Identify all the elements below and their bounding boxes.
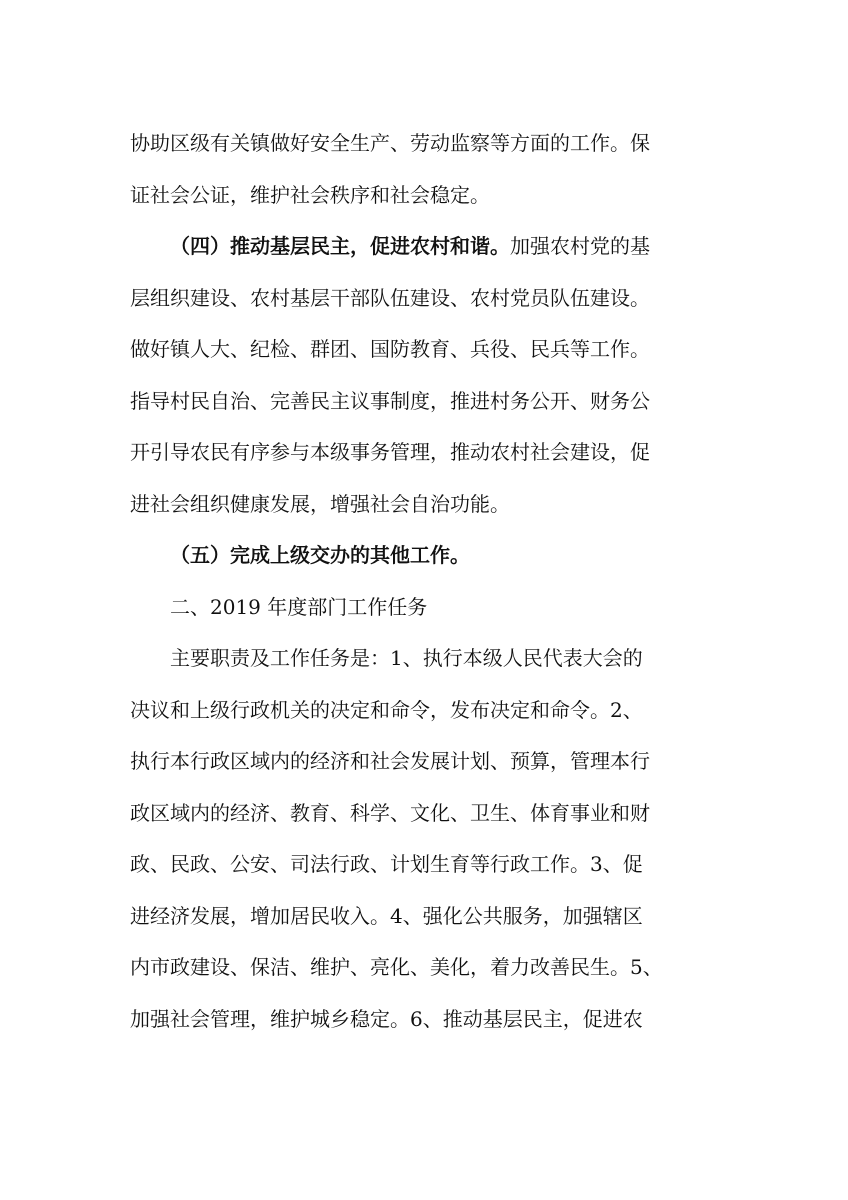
text-line	[130, 530, 720, 582]
body-text: 开引导农民有序参与本级事务管理，推动农村社会建设，促	[130, 440, 650, 464]
text-line	[130, 479, 720, 531]
text-line	[130, 891, 720, 943]
body-text: 进经济发展，增加居民收入。4、强化公共服务，加强辖区	[130, 903, 643, 928]
body-text: 加强社会管理，维护城乡稳定。6、推动基层民主，促进农	[130, 1006, 643, 1031]
body-text: 加强农村党的基	[510, 234, 650, 258]
text-line	[130, 685, 720, 737]
body-text: 指导村民自治、完善民主议事制度，推进村务公开、财务公	[130, 388, 650, 413]
body-text: 协助区级有关镇做好安全生产、劳动监察等方面的工作。保	[130, 131, 650, 155]
body-text: 决议和上级行政机关的决定和命令，发布决定和命令。2、	[130, 697, 643, 722]
text-line	[130, 736, 720, 788]
text-line	[130, 118, 720, 170]
body-text: 主要职责及工作任务是：1、执行本级人民代表大会的	[170, 646, 643, 670]
text-line	[130, 427, 720, 479]
body-text: 进社会组织健康发展，增强社会自治功能。	[130, 491, 510, 516]
body-text: 内市政建设、保洁、维护、亮化、美化，着力改善民生。5、	[130, 955, 663, 979]
text-line	[130, 788, 720, 840]
text-line	[130, 170, 720, 222]
text-line	[130, 839, 720, 891]
text-line	[130, 582, 720, 634]
body-text: 执行本行政区域内的经济和社会发展计划、预算，管理本行	[130, 749, 650, 773]
bold-heading-text: （四）推动基层民主，促进农村和谐。	[170, 234, 510, 258]
document-body	[130, 118, 720, 1045]
text-line	[130, 273, 720, 325]
body-text: 政、民政、公安、司法行政、计划生育等行政工作。3、促	[130, 852, 643, 876]
text-line	[130, 942, 720, 994]
body-text: 政区域内的经济、教育、科学、文化、卫生、体育事业和财	[130, 800, 650, 825]
text-line	[130, 994, 720, 1046]
body-text: 二、2019 年度部门工作任务	[170, 594, 428, 619]
text-line	[130, 633, 720, 685]
text-line	[130, 324, 720, 376]
bold-heading-text: （五）完成上级交办的其他工作。	[170, 543, 470, 567]
body-text: 证社会公证，维护社会秩序和社会稳定。	[130, 182, 490, 207]
text-line	[130, 221, 720, 273]
body-text: 层组织建设、农村基层干部队伍建设、农村党员队伍建设。	[130, 285, 650, 310]
body-text: 做好镇人大、纪检、群团、国防教育、兵役、民兵等工作。	[130, 337, 650, 361]
text-line	[130, 376, 720, 428]
